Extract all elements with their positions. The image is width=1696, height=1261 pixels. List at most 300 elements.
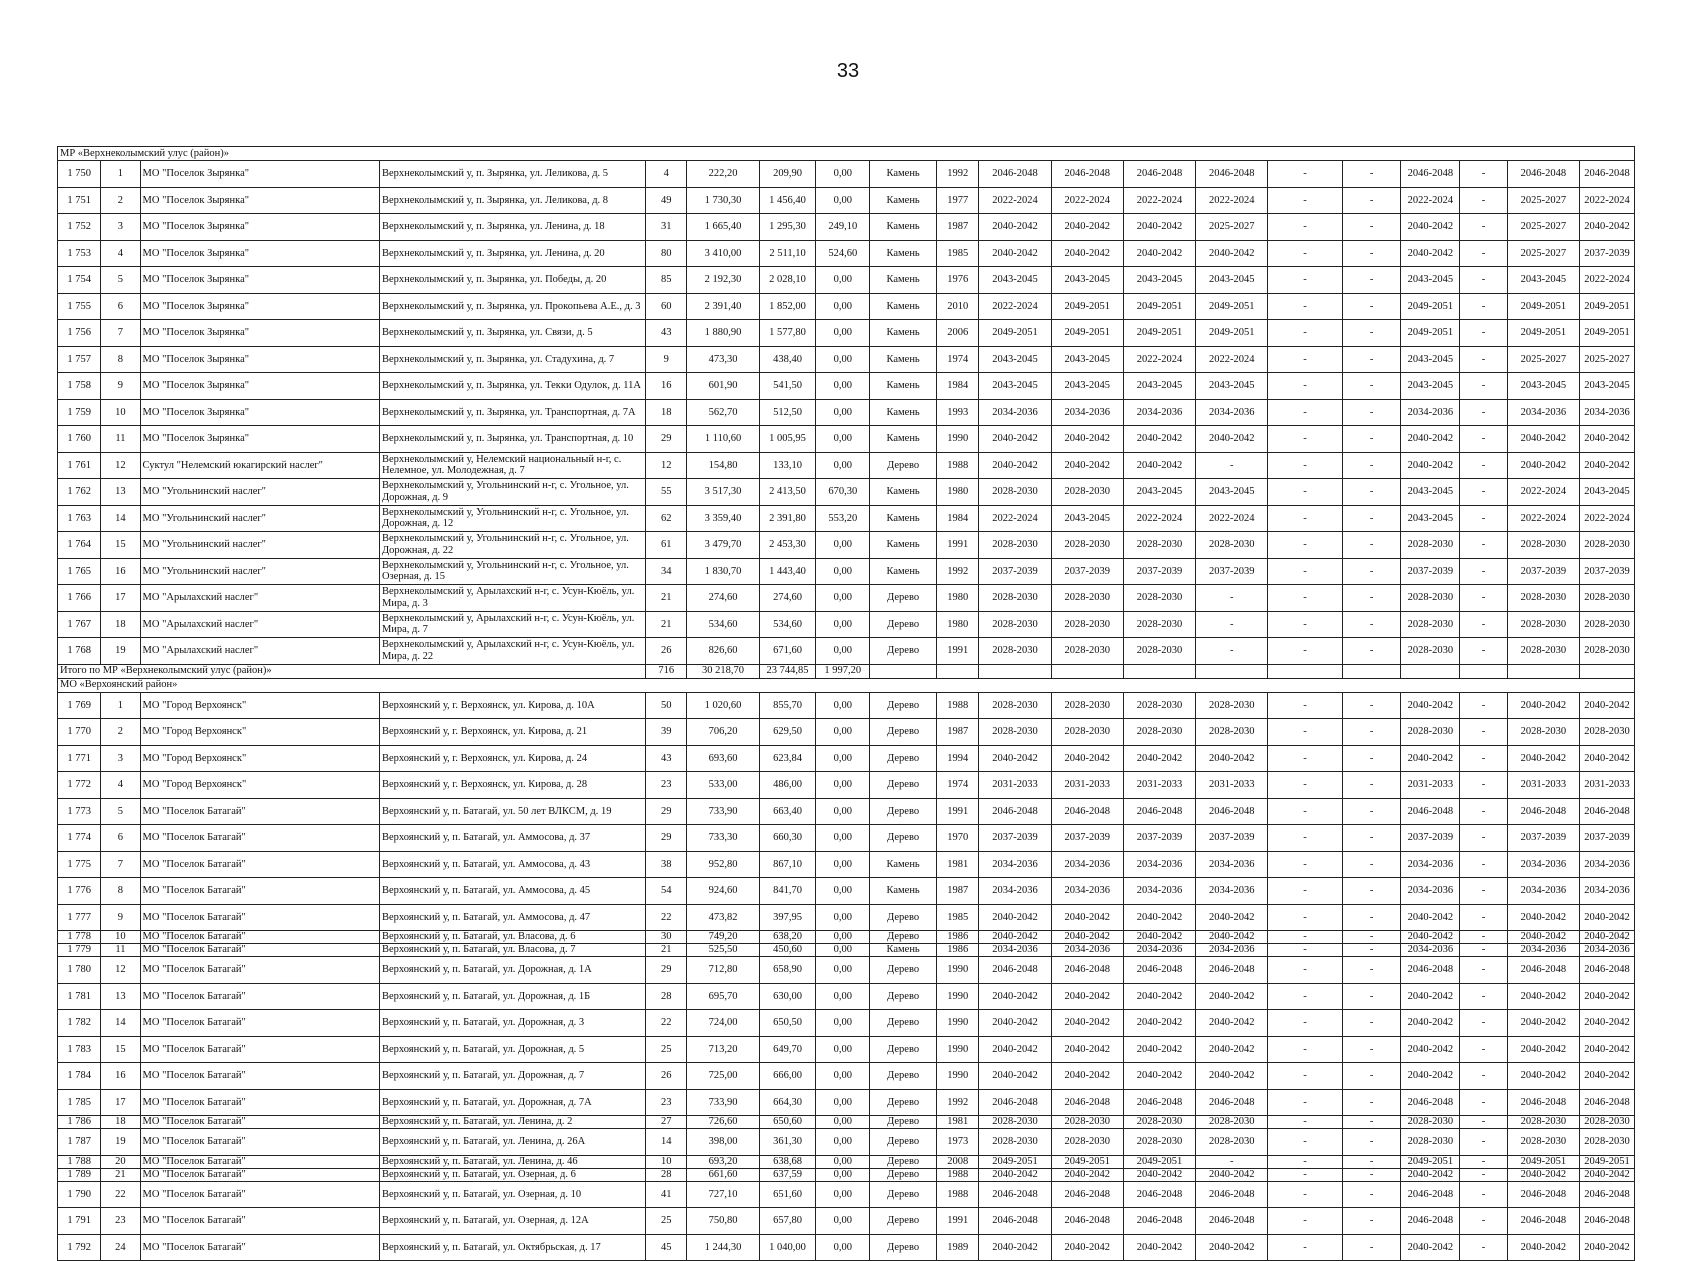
cell-w5: - xyxy=(1268,904,1342,931)
table-row xyxy=(58,851,1635,878)
cell-address: Верхнеколымский у, Угольнинский н-г, с. Угольное, ул. Дорожная, д. 12 xyxy=(379,505,645,532)
cell-w4: 2040-2042 xyxy=(1196,745,1268,772)
cell-total-area: 1 830,70 xyxy=(687,558,759,585)
cell-w3: 2028-2030 xyxy=(1123,719,1195,746)
cell-w8: - xyxy=(1460,772,1507,799)
cell-mo: МО "Поселок Зырянка" xyxy=(140,187,379,214)
cell-w4: 2046-2048 xyxy=(1196,957,1268,984)
cell-w1: 2040-2042 xyxy=(979,1168,1051,1181)
cell-wall-material: Дерево xyxy=(870,1036,937,1063)
cell-w7: 2043-2045 xyxy=(1401,505,1460,532)
total-nonliving-area: 1 997,20 xyxy=(816,664,870,678)
cell-living-area: 397,95 xyxy=(759,904,816,931)
cell-year: 1991 xyxy=(937,798,979,825)
cell-w4: 2028-2030 xyxy=(1196,692,1268,719)
cell-w1: 2043-2045 xyxy=(979,346,1051,373)
cell-w3: 2040-2042 xyxy=(1123,1036,1195,1063)
cell-mo: МО "Город Верхоянск" xyxy=(140,719,379,746)
cell-apartments: 23 xyxy=(646,772,687,799)
cell-w3: 2046-2048 xyxy=(1123,1208,1195,1235)
cell-idx: 1 xyxy=(101,692,140,719)
cell-apartments: 62 xyxy=(646,505,687,532)
total-label: Итого по МР «Верхнеколымский улус (район)» xyxy=(58,664,646,678)
table-row xyxy=(58,320,1635,347)
cell-w9: 2043-2045 xyxy=(1507,373,1579,400)
table-row xyxy=(58,611,1635,638)
cell-w6: - xyxy=(1342,772,1401,799)
cell-nonliving-area: 0,00 xyxy=(816,1234,870,1261)
cell-w5: - xyxy=(1268,798,1342,825)
cell-num: 1 778 xyxy=(58,931,101,944)
cell-w9: 2025-2027 xyxy=(1507,346,1579,373)
cell-num: 1 766 xyxy=(58,585,101,612)
cell-w5: - xyxy=(1268,772,1342,799)
cell-w1: 2049-2051 xyxy=(979,1155,1051,1168)
cell-w4: 2034-2036 xyxy=(1196,878,1268,905)
cell-total-area: 733,90 xyxy=(687,1089,759,1116)
cell-w8: - xyxy=(1460,1155,1507,1168)
cell-mo: МО "Поселок Батагай" xyxy=(140,1129,379,1156)
cell-w7: 2022-2024 xyxy=(1401,187,1460,214)
cell-num: 1 757 xyxy=(58,346,101,373)
cell-w6: - xyxy=(1342,1168,1401,1181)
cell-w5: - xyxy=(1268,558,1342,585)
table-row xyxy=(58,1168,1635,1181)
cell-w7: 2040-2042 xyxy=(1401,1010,1460,1037)
cell-w4: 2028-2030 xyxy=(1196,532,1268,559)
cell-w8: - xyxy=(1460,931,1507,944)
cell-address: Верхнеколымский у, п. Зырянка, ул. Связи, д. 5 xyxy=(379,320,645,347)
cell-w6: - xyxy=(1342,1063,1401,1090)
cell-idx: 4 xyxy=(101,240,140,267)
table-row xyxy=(58,214,1635,241)
cell-w3: 2040-2042 xyxy=(1123,452,1195,479)
cell-nonliving-area: 0,00 xyxy=(816,638,870,665)
cell-w2: 2046-2048 xyxy=(1051,1089,1123,1116)
cell-mo: МО "Поселок Зырянка" xyxy=(140,214,379,241)
empty-cell xyxy=(937,664,979,678)
cell-w9: 2028-2030 xyxy=(1507,611,1579,638)
cell-nonliving-area: 0,00 xyxy=(816,957,870,984)
cell-w3: 2043-2045 xyxy=(1123,373,1195,400)
cell-w7: 2043-2045 xyxy=(1401,267,1460,294)
section-title: МР «Верхнеколымский улус (район)» xyxy=(58,147,1635,161)
cell-w3: 2028-2030 xyxy=(1123,1116,1195,1129)
cell-nonliving-area: 0,00 xyxy=(816,187,870,214)
cell-year: 1973 xyxy=(937,1129,979,1156)
cell-w8: - xyxy=(1460,904,1507,931)
cell-w8: - xyxy=(1460,1234,1507,1261)
cell-w5: - xyxy=(1268,532,1342,559)
cell-w5: - xyxy=(1268,320,1342,347)
empty-cell xyxy=(1342,664,1401,678)
empty-cell xyxy=(1051,664,1123,678)
cell-num: 1 764 xyxy=(58,532,101,559)
table-row xyxy=(58,957,1635,984)
cell-total-area: 749,20 xyxy=(687,931,759,944)
cell-wall-material: Дерево xyxy=(870,638,937,665)
cell-w8: - xyxy=(1460,558,1507,585)
cell-apartments: 29 xyxy=(646,825,687,852)
cell-w6: - xyxy=(1342,931,1401,944)
cell-num: 1 753 xyxy=(58,240,101,267)
cell-living-area: 660,30 xyxy=(759,825,816,852)
cell-w6: - xyxy=(1342,240,1401,267)
cell-w8: - xyxy=(1460,452,1507,479)
cell-idx: 21 xyxy=(101,1168,140,1181)
cell-num: 1 765 xyxy=(58,558,101,585)
cell-w4: 2022-2024 xyxy=(1196,346,1268,373)
cell-w5: - xyxy=(1268,692,1342,719)
cell-mo: МО "Поселок Батагай" xyxy=(140,798,379,825)
cell-w9: 2046-2048 xyxy=(1507,1181,1579,1208)
cell-address: Верхоянский у, п. Батагай, ул. Озерная, д. 12А xyxy=(379,1208,645,1235)
cell-w10: 2025-2027 xyxy=(1580,346,1635,373)
cell-w4: 2022-2024 xyxy=(1196,187,1268,214)
cell-wall-material: Дерево xyxy=(870,611,937,638)
total-living-area: 23 744,85 xyxy=(759,664,816,678)
cell-w8: - xyxy=(1460,320,1507,347)
cell-w8: - xyxy=(1460,1181,1507,1208)
cell-w1: 2043-2045 xyxy=(979,267,1051,294)
table-row xyxy=(58,878,1635,905)
cell-wall-material: Камень xyxy=(870,293,937,320)
table-row xyxy=(58,479,1635,506)
cell-w5: - xyxy=(1268,1129,1342,1156)
cell-apartments: 29 xyxy=(646,798,687,825)
cell-year: 2008 xyxy=(937,1155,979,1168)
cell-mo: МО "Поселок Зырянка" xyxy=(140,293,379,320)
cell-living-area: 541,50 xyxy=(759,373,816,400)
cell-w7: 2040-2042 xyxy=(1401,1234,1460,1261)
cell-w7: 2040-2042 xyxy=(1401,426,1460,453)
cell-apartments: 4 xyxy=(646,161,687,188)
cell-nonliving-area: 0,00 xyxy=(816,346,870,373)
cell-w7: 2028-2030 xyxy=(1401,1129,1460,1156)
cell-w10: 2040-2042 xyxy=(1580,692,1635,719)
cell-w10: 2040-2042 xyxy=(1580,1010,1635,1037)
cell-w8: - xyxy=(1460,399,1507,426)
cell-w9: 2046-2048 xyxy=(1507,161,1579,188)
cell-address: Верхоянский у, п. Батагай, ул. Аммосова, д. 37 xyxy=(379,825,645,852)
cell-wall-material: Камень xyxy=(870,558,937,585)
cell-w2: 2046-2048 xyxy=(1051,957,1123,984)
cell-num: 1 790 xyxy=(58,1181,101,1208)
cell-w1: 2040-2042 xyxy=(979,983,1051,1010)
cell-total-area: 712,80 xyxy=(687,957,759,984)
section-title: МО «Верхоянский район» xyxy=(58,678,1635,692)
cell-address: Верхнеколымский у, п. Зырянка, ул. Леликова, д. 8 xyxy=(379,187,645,214)
cell-w1: 2022-2024 xyxy=(979,505,1051,532)
cell-w7: 2040-2042 xyxy=(1401,745,1460,772)
cell-w4: 2046-2048 xyxy=(1196,161,1268,188)
cell-w2: 2028-2030 xyxy=(1051,638,1123,665)
cell-year: 1981 xyxy=(937,1116,979,1129)
cell-w9: 2040-2042 xyxy=(1507,1036,1579,1063)
cell-w9: 2046-2048 xyxy=(1507,1089,1579,1116)
cell-w2: 2034-2036 xyxy=(1051,944,1123,957)
cell-w6: - xyxy=(1342,825,1401,852)
cell-w5: - xyxy=(1268,1036,1342,1063)
cell-mo: МО "Поселок Батагай" xyxy=(140,1155,379,1168)
cell-living-area: 638,68 xyxy=(759,1155,816,1168)
cell-w3: 2043-2045 xyxy=(1123,479,1195,506)
cell-total-area: 1 110,60 xyxy=(687,426,759,453)
cell-w5: - xyxy=(1268,267,1342,294)
cell-address: Верхнеколымский у, п. Зырянка, ул. Транспортная, д. 10 xyxy=(379,426,645,453)
cell-w2: 2043-2045 xyxy=(1051,267,1123,294)
cell-w2: 2031-2033 xyxy=(1051,772,1123,799)
cell-idx: 17 xyxy=(101,1089,140,1116)
cell-w8: - xyxy=(1460,878,1507,905)
cell-w6: - xyxy=(1342,1208,1401,1235)
cell-w8: - xyxy=(1460,611,1507,638)
cell-apartments: 23 xyxy=(646,1089,687,1116)
cell-idx: 10 xyxy=(101,399,140,426)
cell-w10: 2046-2048 xyxy=(1580,161,1635,188)
cell-address: Верхоянский у, п. Батагай, ул. Аммосова, д. 43 xyxy=(379,851,645,878)
cell-w6: - xyxy=(1342,904,1401,931)
cell-apartments: 25 xyxy=(646,1036,687,1063)
cell-w2: 2040-2042 xyxy=(1051,452,1123,479)
cell-address: Верхоянский у, п. Батагай, ул. 50 лет ВЛКСМ, д. 19 xyxy=(379,798,645,825)
cell-address: Верхоянский у, п. Батагай, ул. Дорожная, д. 5 xyxy=(379,1036,645,1063)
cell-w10: 2040-2042 xyxy=(1580,452,1635,479)
cell-total-area: 952,80 xyxy=(687,851,759,878)
cell-w9: 2022-2024 xyxy=(1507,479,1579,506)
cell-w3: 2046-2048 xyxy=(1123,957,1195,984)
cell-mo: МО "Город Верхоянск" xyxy=(140,772,379,799)
cell-w9: 2049-2051 xyxy=(1507,1155,1579,1168)
cell-total-area: 1 730,30 xyxy=(687,187,759,214)
cell-wall-material: Камень xyxy=(870,851,937,878)
cell-total-area: 1 880,90 xyxy=(687,320,759,347)
cell-w2: 2040-2042 xyxy=(1051,931,1123,944)
cell-w7: 2043-2045 xyxy=(1401,373,1460,400)
cell-w7: 2046-2048 xyxy=(1401,1181,1460,1208)
cell-wall-material: Камень xyxy=(870,161,937,188)
cell-w5: - xyxy=(1268,373,1342,400)
cell-wall-material: Камень xyxy=(870,187,937,214)
cell-w2: 2040-2042 xyxy=(1051,426,1123,453)
cell-total-area: 3 479,70 xyxy=(687,532,759,559)
cell-w3: 2022-2024 xyxy=(1123,346,1195,373)
cell-wall-material: Дерево xyxy=(870,1181,937,1208)
cell-w3: 2022-2024 xyxy=(1123,505,1195,532)
cell-apartments: 28 xyxy=(646,1168,687,1181)
cell-apartments: 30 xyxy=(646,931,687,944)
cell-year: 1987 xyxy=(937,719,979,746)
cell-w2: 2040-2042 xyxy=(1051,1036,1123,1063)
cell-w6: - xyxy=(1342,944,1401,957)
table-row xyxy=(58,638,1635,665)
cell-w10: 2028-2030 xyxy=(1580,638,1635,665)
cell-year: 2010 xyxy=(937,293,979,320)
cell-living-area: 658,90 xyxy=(759,957,816,984)
cell-w5: - xyxy=(1268,611,1342,638)
cell-idx: 19 xyxy=(101,1129,140,1156)
cell-w6: - xyxy=(1342,719,1401,746)
cell-living-area: 209,90 xyxy=(759,161,816,188)
cell-w5: - xyxy=(1268,825,1342,852)
cell-w9: 2028-2030 xyxy=(1507,638,1579,665)
cell-total-area: 2 192,30 xyxy=(687,267,759,294)
cell-apartments: 85 xyxy=(646,267,687,294)
cell-wall-material: Камень xyxy=(870,479,937,506)
cell-w3: 2040-2042 xyxy=(1123,1063,1195,1090)
cell-w8: - xyxy=(1460,825,1507,852)
cell-num: 1 751 xyxy=(58,187,101,214)
cell-w6: - xyxy=(1342,426,1401,453)
cell-w7: 2046-2048 xyxy=(1401,1208,1460,1235)
cell-mo: МО "Поселок Батагай" xyxy=(140,1063,379,1090)
cell-wall-material: Дерево xyxy=(870,772,937,799)
cell-w5: - xyxy=(1268,1116,1342,1129)
cell-living-area: 1 456,40 xyxy=(759,187,816,214)
cell-w10: 2028-2030 xyxy=(1580,611,1635,638)
cell-nonliving-area: 0,00 xyxy=(816,1089,870,1116)
cell-w5: - xyxy=(1268,479,1342,506)
cell-nonliving-area: 0,00 xyxy=(816,532,870,559)
cell-w3: 2046-2048 xyxy=(1123,798,1195,825)
cell-w9: 2046-2048 xyxy=(1507,1208,1579,1235)
cell-w6: - xyxy=(1342,214,1401,241)
table-row xyxy=(58,719,1635,746)
cell-w4: 2040-2042 xyxy=(1196,1036,1268,1063)
cell-w9: 2025-2027 xyxy=(1507,214,1579,241)
cell-address: Верхнеколымский у, п. Зырянка, ул. Прокопьева А.Е., д. 3 xyxy=(379,293,645,320)
cell-w2: 2040-2042 xyxy=(1051,983,1123,1010)
cell-w8: - xyxy=(1460,585,1507,612)
cell-w10: 2028-2030 xyxy=(1580,585,1635,612)
cell-w10: 2040-2042 xyxy=(1580,1063,1635,1090)
page-number: 33 xyxy=(836,60,860,82)
cell-w2: 2040-2042 xyxy=(1051,904,1123,931)
cell-w6: - xyxy=(1342,505,1401,532)
cell-year: 1986 xyxy=(937,944,979,957)
cell-w3: 2028-2030 xyxy=(1123,585,1195,612)
cell-idx: 10 xyxy=(101,931,140,944)
cell-wall-material: Дерево xyxy=(870,825,937,852)
cell-w2: 2028-2030 xyxy=(1051,585,1123,612)
cell-w10: 2046-2048 xyxy=(1580,1089,1635,1116)
cell-mo: МО "Арылахский наслег" xyxy=(140,611,379,638)
cell-mo: МО "Поселок Батагай" xyxy=(140,1181,379,1208)
cell-nonliving-area: 0,00 xyxy=(816,825,870,852)
cell-num: 1 771 xyxy=(58,745,101,772)
cell-living-area: 1 005,95 xyxy=(759,426,816,453)
cell-apartments: 39 xyxy=(646,719,687,746)
cell-w3: 2046-2048 xyxy=(1123,161,1195,188)
cell-nonliving-area: 0,00 xyxy=(816,1116,870,1129)
cell-num: 1 780 xyxy=(58,957,101,984)
table-row xyxy=(58,240,1635,267)
table-row xyxy=(58,399,1635,426)
cell-nonliving-area: 0,00 xyxy=(816,772,870,799)
cell-w7: 2040-2042 xyxy=(1401,240,1460,267)
cell-w8: - xyxy=(1460,214,1507,241)
table-row xyxy=(58,772,1635,799)
cell-w1: 2040-2042 xyxy=(979,1063,1051,1090)
cell-w4: 2034-2036 xyxy=(1196,944,1268,957)
cell-w4: 2046-2048 xyxy=(1196,1181,1268,1208)
cell-wall-material: Камень xyxy=(870,267,937,294)
cell-w2: 2028-2030 xyxy=(1051,1116,1123,1129)
cell-nonliving-area: 0,00 xyxy=(816,585,870,612)
cell-w3: 2028-2030 xyxy=(1123,532,1195,559)
cell-w2: 2043-2045 xyxy=(1051,346,1123,373)
cell-mo: МО "Поселок Батагай" xyxy=(140,983,379,1010)
cell-w7: 2040-2042 xyxy=(1401,931,1460,944)
cell-address: Верхнеколымский у, Угольнинский н-г, с. Угольное, ул. Дорожная, д. 22 xyxy=(379,532,645,559)
cell-w6: - xyxy=(1342,293,1401,320)
cell-w5: - xyxy=(1268,638,1342,665)
cell-w9: 2037-2039 xyxy=(1507,825,1579,852)
cell-mo: МО "Поселок Батагай" xyxy=(140,1036,379,1063)
cell-nonliving-area: 0,00 xyxy=(816,851,870,878)
cell-w5: - xyxy=(1268,293,1342,320)
cell-wall-material: Дерево xyxy=(870,585,937,612)
cell-w4: 2040-2042 xyxy=(1196,240,1268,267)
cell-apartments: 9 xyxy=(646,346,687,373)
cell-w3: 2034-2036 xyxy=(1123,851,1195,878)
cell-idx: 16 xyxy=(101,558,140,585)
cell-num: 1 755 xyxy=(58,293,101,320)
cell-w9: 2040-2042 xyxy=(1507,1234,1579,1261)
cell-living-area: 2 028,10 xyxy=(759,267,816,294)
cell-apartments: 21 xyxy=(646,585,687,612)
cell-w10: 2022-2024 xyxy=(1580,267,1635,294)
cell-w2: 2043-2045 xyxy=(1051,373,1123,400)
cell-w3: 2028-2030 xyxy=(1123,638,1195,665)
cell-w2: 2040-2042 xyxy=(1051,1168,1123,1181)
cell-w10: 2040-2042 xyxy=(1580,214,1635,241)
cell-num: 1 772 xyxy=(58,772,101,799)
cell-total-area: 726,60 xyxy=(687,1116,759,1129)
cell-year: 1984 xyxy=(937,373,979,400)
cell-year: 1981 xyxy=(937,851,979,878)
cell-mo: МО "Город Верхоянск" xyxy=(140,745,379,772)
cell-total-area: 398,00 xyxy=(687,1129,759,1156)
cell-living-area: 1 040,00 xyxy=(759,1234,816,1261)
cell-w7: 2034-2036 xyxy=(1401,851,1460,878)
cell-apartments: 10 xyxy=(646,1155,687,1168)
cell-w4: - xyxy=(1196,585,1268,612)
cell-w10: 2022-2024 xyxy=(1580,187,1635,214)
cell-w7: 2040-2042 xyxy=(1401,692,1460,719)
table-row xyxy=(58,1155,1635,1168)
cell-w2: 2028-2030 xyxy=(1051,532,1123,559)
cell-nonliving-area: 0,00 xyxy=(816,426,870,453)
cell-w8: - xyxy=(1460,187,1507,214)
cell-mo: МО "Поселок Батагай" xyxy=(140,1116,379,1129)
empty-cell xyxy=(1196,664,1268,678)
cell-w6: - xyxy=(1342,983,1401,1010)
table-row xyxy=(58,1089,1635,1116)
cell-mo: МО "Поселок Зырянка" xyxy=(140,346,379,373)
cell-total-area: 693,60 xyxy=(687,745,759,772)
cell-idx: 20 xyxy=(101,1155,140,1168)
cell-address: Верхоянский у, п. Батагай, ул. Озерная, д. 6 xyxy=(379,1168,645,1181)
cell-total-area: 274,60 xyxy=(687,585,759,612)
cell-w7: 2040-2042 xyxy=(1401,983,1460,1010)
cell-w10: 2037-2039 xyxy=(1580,558,1635,585)
cell-living-area: 623,84 xyxy=(759,745,816,772)
cell-w8: - xyxy=(1460,426,1507,453)
cell-address: Верхнеколымский у, п. Зырянка, ул. Победы, д. 20 xyxy=(379,267,645,294)
table-row xyxy=(58,931,1635,944)
cell-w10: 2028-2030 xyxy=(1580,1129,1635,1156)
